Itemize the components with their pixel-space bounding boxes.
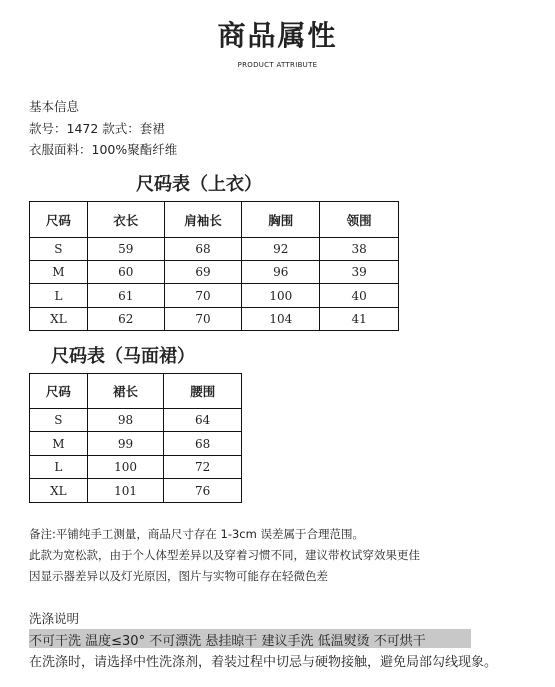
table-cell: 60 <box>87 261 164 284</box>
header-size: 尺码 <box>30 374 88 409</box>
header-size: 尺码 <box>30 202 88 238</box>
note-fit: 此款为宽松款，由于个人体型差异以及穿着习惯不同，建议带枚试穿效果更佳 <box>29 548 420 562</box>
table-cell: 98 <box>87 409 164 432</box>
table-cell: XL <box>30 308 88 331</box>
table-cell: S <box>30 238 88 261</box>
table-cell: 96 <box>242 261 320 284</box>
header-chest: 胸围 <box>242 202 320 238</box>
note-color-difference: 因显示器差异以及灯光原因，图片与实物可能存在轻微色差 <box>29 569 328 583</box>
table-cell: 68 <box>164 432 242 456</box>
table-cell: 100 <box>87 456 164 479</box>
table-cell: 38 <box>320 238 399 261</box>
skirt-size-table-title: 尺码表（马面裙） <box>51 346 195 367</box>
table-cell: M <box>30 261 88 284</box>
table-cell: 100 <box>242 284 320 308</box>
table-cell: 59 <box>87 238 164 261</box>
skirt-size-table <box>29 373 242 503</box>
note-measurement: 备注:平铺纯手工测量，商品尺寸存在 1-3cm 误差属于合理范围。 <box>29 527 364 541</box>
table-cell: 76 <box>164 479 242 503</box>
top-size-table-title: 尺码表（上衣） <box>136 174 262 195</box>
header-length: 衣长 <box>87 202 164 238</box>
header-skirt-length: 裙长 <box>87 374 164 409</box>
table-cell: 104 <box>242 308 320 331</box>
table-row <box>30 308 399 331</box>
table-row <box>30 432 242 456</box>
table-row <box>30 479 242 503</box>
top-size-table <box>29 201 399 331</box>
table-row <box>30 238 399 261</box>
basic-info-style: 款号：1472 款式：套裙 <box>29 121 165 136</box>
table-cell: 40 <box>320 284 399 308</box>
table-cell: 92 <box>242 238 320 261</box>
table-row <box>30 284 399 308</box>
table-cell: 64 <box>164 409 242 432</box>
table-cell: XL <box>30 479 88 503</box>
washing-care-symbols: 不可干洗 温度≤30° 不可漂洗 悬挂晾干 建议手洗 低温熨烫 不可烘干 <box>29 634 426 649</box>
table-cell: 99 <box>87 432 164 456</box>
page-subtitle: PRODUCT ATTRIBUTE <box>237 61 318 69</box>
table-row <box>30 409 242 432</box>
table-cell: L <box>30 284 88 308</box>
header-collar: 领围 <box>320 202 399 238</box>
table-cell: S <box>30 409 88 432</box>
table-cell: 69 <box>164 261 242 284</box>
header-waist: 腰围 <box>164 374 242 409</box>
table-cell: M <box>30 432 88 456</box>
washing-instruction: 在洗涤时，请选择中性洗涤剂，着装过程中切忌与硬物接触，避免局部勾线现象。 <box>29 655 498 670</box>
table-cell: 39 <box>320 261 399 284</box>
table-cell: 101 <box>87 479 164 503</box>
header-shoulder-sleeve: 肩袖长 <box>164 202 242 238</box>
table-cell: L <box>30 456 88 479</box>
table-cell: 72 <box>164 456 242 479</box>
basic-info-fabric: 衣服面料：100%聚酯纤维 <box>29 142 178 157</box>
table-row <box>30 456 242 479</box>
table-cell: 61 <box>87 284 164 308</box>
table-cell: 70 <box>164 284 242 308</box>
table-cell: 70 <box>164 308 242 331</box>
table-cell: 41 <box>320 308 399 331</box>
washing-heading: 洗涤说明 <box>29 611 80 626</box>
page-title: 商品属性 <box>217 19 338 52</box>
table-row <box>30 261 399 284</box>
table-header-row <box>30 374 242 409</box>
table-cell: 68 <box>164 238 242 261</box>
table-cell: 62 <box>87 308 164 331</box>
table-header-row <box>30 202 399 238</box>
basic-info-heading: 基本信息 <box>29 99 80 114</box>
